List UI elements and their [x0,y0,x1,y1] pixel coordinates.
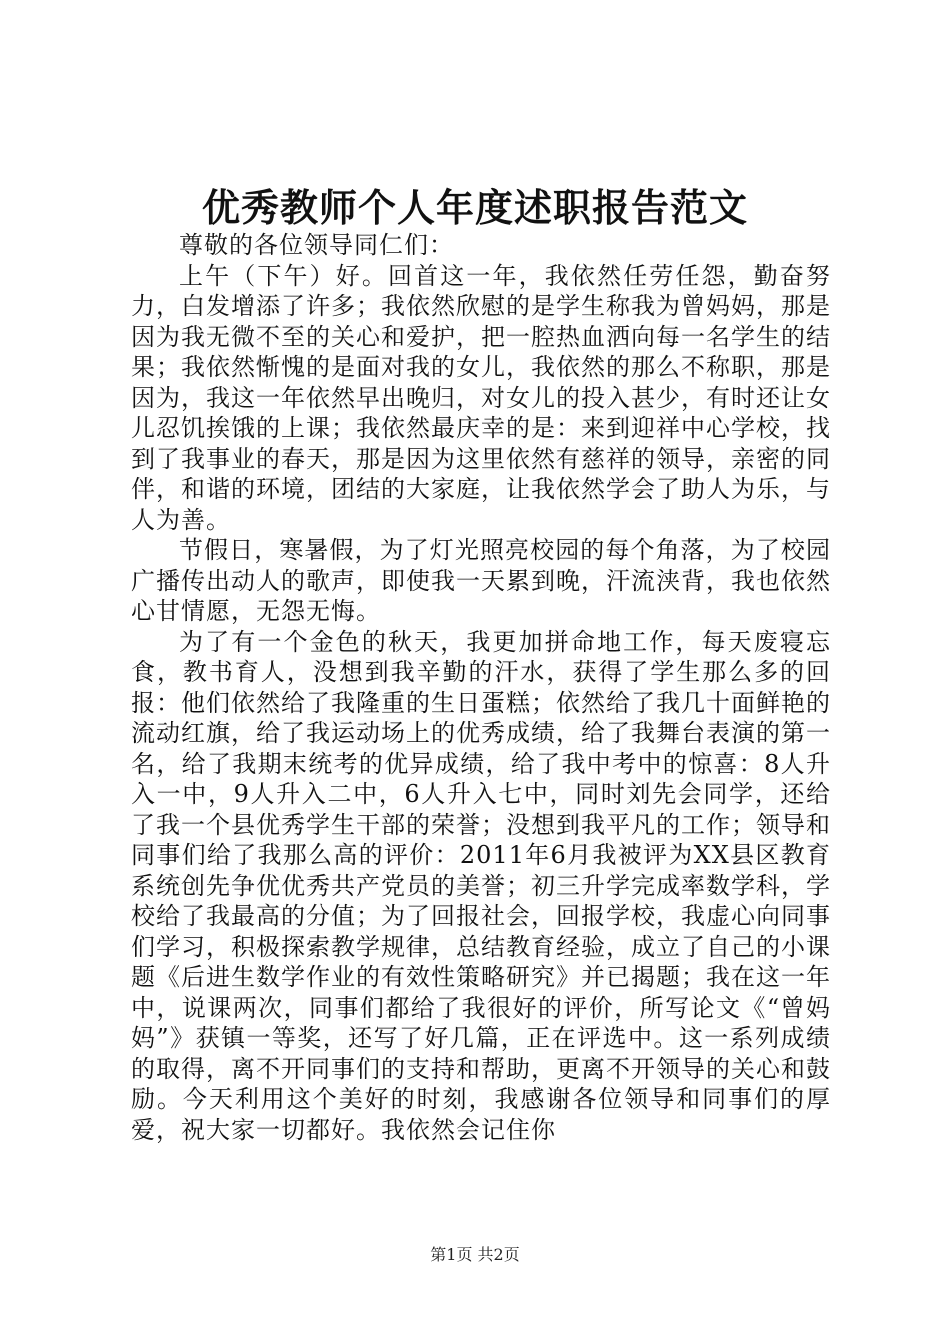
greeting-paragraph: 尊敬的各位领导同仁们： [179,231,454,259]
page-number-footer: 第1页 共2页 [430,1245,520,1264]
document-body [131,230,831,1145]
body-paragraph-2: 节假日，寒暑假，为了灯光照亮校园的每个角落，为了校园广播传出动人的歌声，即使我一天累到晚，汗流浃背，我也依然心甘情愿，无怨无悔。 [131,536,831,625]
document-title: 优秀教师个人年度述职报告范文 [201,185,748,230]
body-paragraph-1: 上午（下午）好。回首这一年，我依然任劳任怨，勤奋努力，白发增添了许多；我依然欣慰的是学生称我为曾妈妈，那是因为我无微不至的关心和爱护，把一腔热血洒向每一名学生的结果；我依然惭愧的是面对我的女儿，我依然的那么不称职，那是因为，我这一年依然早出晚归，对女儿的投入甚少，有时还让女儿忍饥挨饿的上课；我依然最庆幸的是：来到迎祥中心学校，找到了我事业的春天，那是因为这里依然有慈祥的领导，亲密的同伴，和谐的环境，团结的大家庭，让我依然学会了助人为乐，与人为善。 [131,261,831,534]
body-paragraph-3: 为了有一个金色的秋天，我更加拼命地工作，每天废寝忘食，教书育人，没想到我辛勤的汗水，获得了学生那么多的回报：他们依然给了我隆重的生日蛋糕；依然给了我几十面鲜艳的流动红旗，给了我运动场上的优秀成绩，给了我舞台表演的第一名，给了我期末统考的优异成绩，给了我中考中的惊喜：8人升入一中，9人升入二中，6人升入七中，同时刘先会同学，还给了我一个县优秀学生干部的荣誉；没想到我平凡的工作；领导和同事们给了我那么高的评价：2011年6月我被评为XX县区教育系统创先争优优秀共产党员的美誉；初三升学完成率数学科，学校给了我最高的分值；为了回报社会，回报学校，我虚心向同事们学习，积极探索教学规律，总结教育经验，成立了自己的小课题《后进生数学作业的有效性策略研究》并已揭题；我在这一年中，说课两次，同事们都给了我很好的评价，所写论文《“曾妈妈”》获镇一等奖，还写了好几篇，正在评选中。这一系列成绩的取得，离不开同事们的支持和帮助，更离不开领导的关心和鼓励。今天利用这个美好的时刻，我感谢各位领导和同事们的厚爱，祝大家一切都好。我依然会记住你 [131,627,831,1144]
